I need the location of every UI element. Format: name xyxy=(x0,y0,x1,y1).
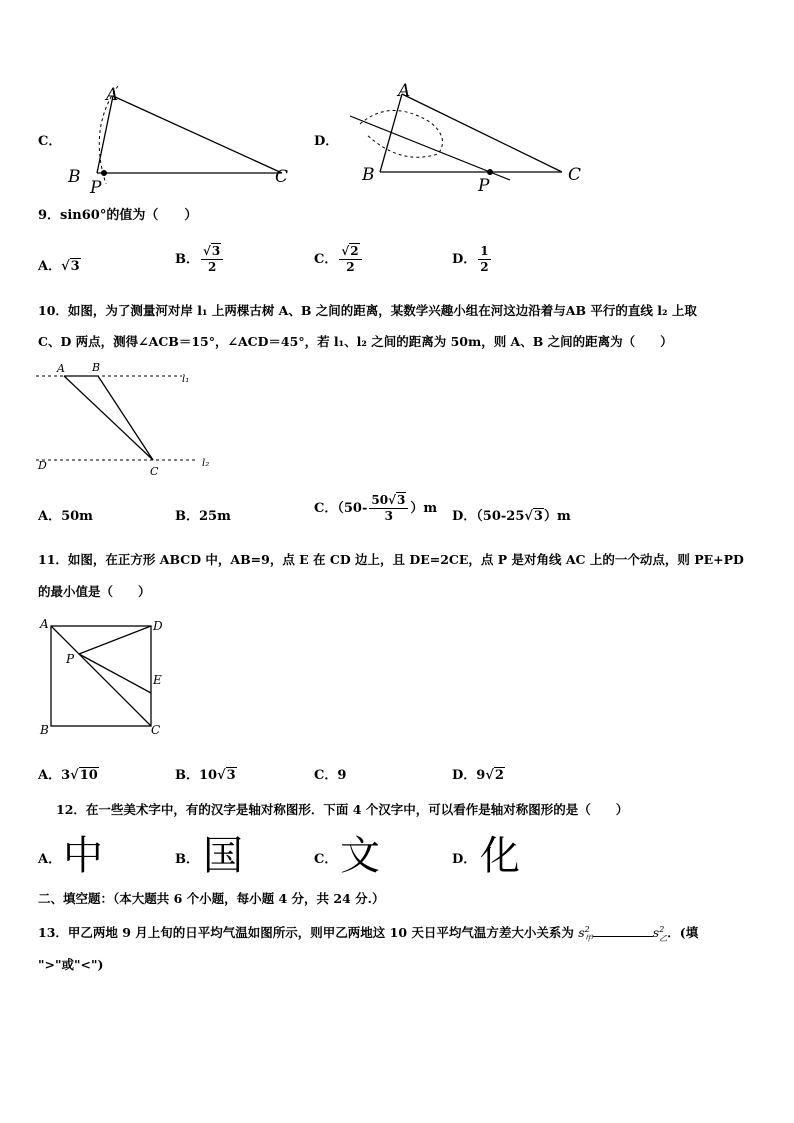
q11-stem-line1: 11．如图，在正方形 ABCD 中，AB=9，点 E 在 CD 边上，且 DE=2CE，点 P 是对角线 AC 上的一个动点，则 PE+PD xyxy=(38,552,744,567)
q11-figure xyxy=(36,614,176,742)
label-a: A xyxy=(57,362,65,375)
label-d: D xyxy=(153,619,163,633)
q10-stem-line2: C、D 两点，测得∠ACB＝15°，∠ACD＝45°，若 l₁、l₂ 之间的距离为 50m，则 A、B 之间的距离为（ ） xyxy=(38,334,673,349)
q10-option-d: D．（50-25√3）m xyxy=(452,509,571,524)
q11-option-a: A．3√10 xyxy=(38,768,98,783)
label-c: C xyxy=(151,723,161,737)
label-b: B xyxy=(40,723,49,737)
answer-blank[interactable] xyxy=(593,924,653,937)
label-p: P xyxy=(66,652,75,666)
label-b: B xyxy=(92,361,101,374)
q9-option-b: B． $\frac{√3}{2}$ xyxy=(175,244,225,275)
q13-stem-line1: 13．甲乙两地 9 月上旬的日平均气温如图所示，则甲乙两地这 10 天日平均气温方差大小关系为 $s^2_甲$ $s^2_乙$．(填 xyxy=(38,925,699,943)
q12-option-a-char: 中 xyxy=(63,833,103,879)
label-a: A xyxy=(106,85,119,105)
label-p: P xyxy=(90,178,102,196)
q11-option-c: C．9 xyxy=(314,768,347,783)
q11-stem-line2: 的最小值是（ ） xyxy=(38,584,151,599)
q12-option-c-label: C． xyxy=(314,852,338,867)
label-b: B xyxy=(362,165,375,185)
label-d: D xyxy=(38,459,47,472)
label-c: C xyxy=(275,167,289,187)
q12-option-a-label: A． xyxy=(38,852,62,867)
label-a: A xyxy=(40,617,49,631)
q12-option-c-char: 文 xyxy=(340,833,380,879)
q10-stem-line1: 10．如图，为了测量河对岸 l₁ 上两棵古树 A、B 之间的距离，某数学兴趣小组在河这边沿着与AB 平行的直线 l₂ 上取 xyxy=(38,303,697,318)
q12-option-d-label: D． xyxy=(452,852,477,867)
q10-option-a: A．50m xyxy=(38,509,93,524)
label-a: A xyxy=(398,81,411,101)
q10-option-b: B．25m xyxy=(175,509,231,524)
label-l2: l₂ xyxy=(202,458,210,469)
q11-option-d: D．9√2 xyxy=(452,768,504,783)
q12-option-d-char: 化 xyxy=(480,833,520,879)
q10-figure xyxy=(36,358,226,480)
q9-stem: 9．sin60°的值为（ ） xyxy=(38,208,198,223)
q13-stem-line2: ">"或"<") xyxy=(38,957,104,972)
q12-stem: 12．在一些美术字中，有的汉字是轴对称图形．下面 4 个汉字中，可以看作是轴对称图形的是（ ） xyxy=(56,802,629,817)
q9-option-a: A．√3 xyxy=(38,259,80,274)
label-c: C xyxy=(568,165,582,185)
q10-option-c: C．（50- $\frac{50√3}{3}$ ）m xyxy=(314,493,438,523)
q9-option-d: D． $\frac{1}{2}$ xyxy=(452,244,489,274)
q12-option-b-char: 国 xyxy=(203,833,243,879)
label-c: C xyxy=(150,465,159,478)
q8-option-d-label: D． xyxy=(314,134,339,149)
q9-option-c: C． $\frac{√2}{2}$ xyxy=(314,244,364,275)
label-l1: l₁ xyxy=(182,374,190,385)
label-p: P xyxy=(478,176,490,196)
label-b: B xyxy=(68,167,81,187)
q8-figure-c xyxy=(60,78,300,196)
q8-figure-d xyxy=(340,78,590,196)
s-squared-jia: $s^2_甲$ xyxy=(578,925,593,943)
label-e: E xyxy=(153,673,162,687)
section-2-title: 二、填空题：（本大题共 6 个小题，每小题 4 分，共 24 分.） xyxy=(38,891,385,906)
q8-option-c-label: C． xyxy=(38,134,62,149)
q12-option-b-label: B． xyxy=(175,852,199,867)
s-squared-yi: $s^2_乙$ xyxy=(652,925,668,943)
q11-option-b: B．10√3 xyxy=(175,768,236,783)
